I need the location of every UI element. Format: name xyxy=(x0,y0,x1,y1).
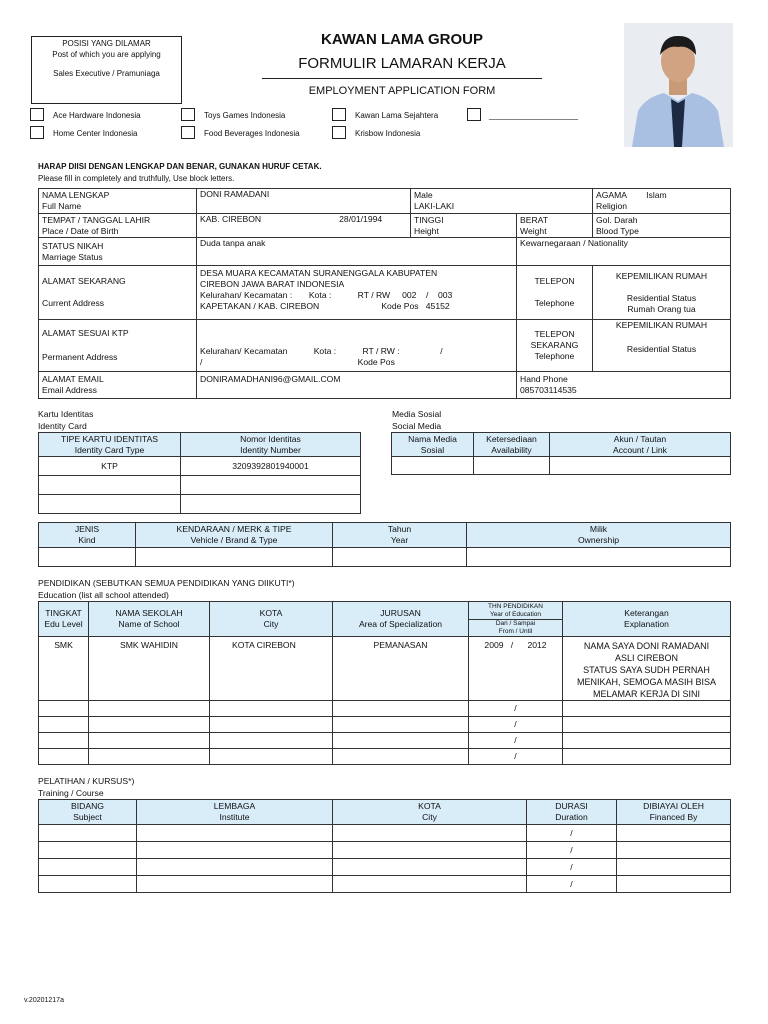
instruction-en: Please fill in completely and truthfully, Use block letters. xyxy=(38,174,235,183)
training-cell[interactable] xyxy=(617,876,731,893)
checkbox-toys-games[interactable] xyxy=(181,108,195,121)
table-row xyxy=(39,825,731,842)
gender-value[interactable]: Male LAKI-LAKI xyxy=(411,189,593,214)
education-title-id: PENDIDIKAN (SEBUTKAN SEMUA PENDIDIKAN YANG DIIKUTI*) xyxy=(38,578,295,588)
training-cell[interactable] xyxy=(137,876,333,893)
edu-cell[interactable] xyxy=(89,717,210,733)
training-cell[interactable] xyxy=(39,859,137,876)
training-cell[interactable] xyxy=(137,859,333,876)
training-table xyxy=(38,799,731,893)
company-label-krisbow: Krisbow Indonesia xyxy=(355,129,421,138)
vehicle-cell[interactable] xyxy=(333,548,467,567)
social-col-availability: Ketersediaan Availability xyxy=(474,433,550,457)
edu-cell[interactable] xyxy=(563,717,731,733)
identity-col-number: Nomor Identitas Identity Number xyxy=(181,433,361,457)
position-value[interactable]: Sales Executive / Pramuniaga xyxy=(53,69,160,78)
blood-field[interactable]: Gol. Darah Blood Type xyxy=(593,214,731,238)
company-label-kawan: Kawan Lama Sejahtera xyxy=(355,111,439,120)
edu-level-value[interactable]: SMK xyxy=(39,637,89,701)
training-duration-cell[interactable]: / xyxy=(527,842,617,859)
checkbox-krisbow[interactable] xyxy=(332,126,346,139)
identity-title-id: Kartu Identitas xyxy=(38,409,94,419)
ktp-ownership-field[interactable]: KEPEMILIKAN RUMAH Residential Status xyxy=(593,320,731,372)
training-title-id: PELATIHAN / KURSUS*) xyxy=(38,776,135,786)
edu-cell[interactable] xyxy=(39,701,89,717)
edu-cell[interactable] xyxy=(563,701,731,717)
training-cell[interactable] xyxy=(137,825,333,842)
current-address-value[interactable]: DESA MUARA KECAMATAN SURANENGGALA KABUPATEN CIREBON JAWA BARAT INDONESIA Kelurahan/ Kecamatan : Kota : RT / RW 002 / 003 KAPETAKAN / KAB. CIREBON Kode Pos 45152 xyxy=(197,266,517,320)
edu-year-cell[interactable]: / xyxy=(469,733,563,749)
edu-cell[interactable] xyxy=(333,749,469,765)
training-duration-cell[interactable]: / xyxy=(527,859,617,876)
religion-field[interactable]: AGAMA Islam Religion xyxy=(593,189,731,214)
email-label: ALAMAT EMAIL Email Address xyxy=(39,372,197,399)
edu-cell[interactable] xyxy=(89,733,210,749)
edu-cell[interactable] xyxy=(89,701,210,717)
vehicle-col-brand: KENDARAAN / MERK & TIPE Vehicle / Brand & Type xyxy=(136,523,333,548)
edu-cell[interactable] xyxy=(210,701,333,717)
edu-cell[interactable] xyxy=(210,733,333,749)
company-label-food: Food Beverages Indonesia xyxy=(204,129,300,138)
vehicle-table xyxy=(38,522,731,567)
vehicle-cell[interactable] xyxy=(467,548,731,567)
vehicle-col-year: Tahun Year xyxy=(333,523,467,548)
social-cell[interactable] xyxy=(392,457,474,475)
training-cell[interactable] xyxy=(333,876,527,893)
training-duration-cell[interactable]: / xyxy=(527,876,617,893)
training-title-en: Training / Course xyxy=(38,788,104,798)
checkbox-food-beverages[interactable] xyxy=(181,126,195,139)
table-row xyxy=(39,717,731,733)
instruction-id: HARAP DIISI DENGAN LENGKAP DAN BENAR, GUNAKAN HURUF CETAK. xyxy=(38,162,322,171)
edu-cell[interactable] xyxy=(89,749,210,765)
edu-cell[interactable] xyxy=(333,717,469,733)
training-cell[interactable] xyxy=(617,842,731,859)
position-label-en: Post of which you are applying xyxy=(52,50,161,59)
checkbox-kawan-lama[interactable] xyxy=(332,108,346,121)
training-cell[interactable] xyxy=(39,842,137,859)
education-table xyxy=(38,601,731,765)
table-row xyxy=(39,476,361,495)
edu-year-cell[interactable]: / xyxy=(469,701,563,717)
training-col-city: KOTA City xyxy=(333,800,527,825)
training-col-institute: LEMBAGA Institute xyxy=(137,800,333,825)
social-col-account: Akun / Tautan Account / Link xyxy=(550,433,731,457)
edu-cell[interactable] xyxy=(563,733,731,749)
edu-col-level: TINGKAT Edu Level xyxy=(39,602,89,637)
edu-cell[interactable] xyxy=(210,717,333,733)
training-col-duration: DURASI Duration xyxy=(527,800,617,825)
edu-cell[interactable] xyxy=(333,733,469,749)
table-row xyxy=(39,637,731,701)
current-address-label: ALAMAT SEKARANG Current Address xyxy=(39,266,197,320)
ktp-address-value[interactable]: Kelurahan/ Kecamatan Kota : RT / RW : / / Kode Pos xyxy=(197,320,517,372)
social-col-name: Nama Media Sosial xyxy=(392,433,474,457)
training-col-subject: BIDANG Subject xyxy=(39,800,137,825)
table-row xyxy=(39,859,731,876)
edu-cell[interactable] xyxy=(563,749,731,765)
other-company-blank[interactable]: ____________________ xyxy=(489,111,578,120)
identity-cell[interactable] xyxy=(39,476,181,495)
company-label-home: Home Center Indonesia xyxy=(53,129,138,138)
training-duration-cell[interactable]: / xyxy=(527,825,617,842)
edu-year-cell[interactable]: / xyxy=(469,749,563,765)
training-cell[interactable] xyxy=(333,859,527,876)
marital-label: STATUS NIKAH Marriage Status xyxy=(39,238,197,266)
checkbox-home-center[interactable] xyxy=(30,126,44,139)
identity-table xyxy=(38,432,361,514)
table-row xyxy=(39,701,731,717)
edu-cell[interactable] xyxy=(210,749,333,765)
birth-value[interactable]: KAB. CIREBON 28/01/1994 xyxy=(197,214,411,238)
training-cell[interactable] xyxy=(617,859,731,876)
table-row xyxy=(392,457,731,475)
name-label: NAMA LENGKAP Full Name xyxy=(39,189,197,214)
identity-title-en: Identity Card xyxy=(38,421,87,431)
table-row xyxy=(39,842,731,859)
company-label-ace: Ace Hardware Indonesia xyxy=(53,111,141,120)
email-value[interactable]: DONIRAMADHANI96@GMAIL.COM xyxy=(197,372,517,399)
training-cell[interactable] xyxy=(333,825,527,842)
table-row xyxy=(39,733,731,749)
form-subtitle: EMPLOYMENT APPLICATION FORM xyxy=(308,85,496,97)
identity-type-value[interactable]: KTP xyxy=(39,457,181,476)
edu-note-value[interactable]: NAMA SAYA DONI RAMADANI ASLI CIREBON STATUS SAYA SUDH PERNAH MENIKAH, SEMOGA MASIH BISA MELAMAR KERJA DI SINI xyxy=(563,637,731,701)
checkbox-other-company[interactable] xyxy=(467,108,481,121)
vehicle-cell[interactable] xyxy=(136,548,333,567)
social-media-table xyxy=(391,432,731,475)
table-row xyxy=(39,749,731,765)
table-row xyxy=(39,495,361,514)
edu-cell[interactable] xyxy=(39,733,89,749)
company-label-toys: Toys Games Indonesia xyxy=(204,111,286,120)
edu-col-year: THN PENDIDIKAN Year of Education Dari / Sampai From / Until xyxy=(469,602,563,637)
edu-cell[interactable] xyxy=(39,717,89,733)
edu-year-cell[interactable]: / xyxy=(469,717,563,733)
vehicle-col-kind: JENIS Kind xyxy=(39,523,136,548)
table-row xyxy=(39,876,731,893)
edu-year-value[interactable]: 2009 / 2012 xyxy=(469,637,563,701)
training-cell[interactable] xyxy=(39,876,137,893)
training-col-financed: DIBIAYAI OLEH Financed By xyxy=(617,800,731,825)
table-row xyxy=(39,457,361,476)
applicant-photo xyxy=(624,23,733,147)
training-cell[interactable] xyxy=(333,842,527,859)
company-name: KAWAN LAMA GROUP xyxy=(321,31,483,48)
edu-cell[interactable] xyxy=(333,701,469,717)
vehicle-col-ownership: Milik Ownership xyxy=(467,523,731,548)
birth-label: TEMPAT / TANGGAL LAHIR Place / Date of Birth xyxy=(39,214,197,238)
training-cell[interactable] xyxy=(137,842,333,859)
phone-field[interactable]: TELEPON Telephone xyxy=(517,266,593,320)
edu-major-value[interactable]: PEMANASAN xyxy=(333,637,469,701)
weight-field[interactable]: BERAT Weight xyxy=(517,214,593,238)
identity-number-value[interactable]: 3209392801940001 xyxy=(181,457,361,476)
identity-cell[interactable] xyxy=(181,495,361,514)
identity-cell[interactable] xyxy=(39,495,181,514)
current-phone-field[interactable]: TELEPON SEKARANG Telephone xyxy=(517,320,593,372)
ownership-field[interactable]: KEPEMILIKAN RUMAH Residential Status Rumah Orang tua xyxy=(593,266,731,320)
edu-school-value[interactable]: SMK WAHIDIN xyxy=(89,637,210,701)
version-label: v.20201217a xyxy=(24,997,64,1004)
social-title-id: Media Sosial xyxy=(392,409,442,419)
edu-col-major: JURUSAN Area of Specialization xyxy=(333,602,469,637)
identity-col-type: TIPE KARTU IDENTITAS Identity Card Type xyxy=(39,433,181,457)
ktp-address-label: ALAMAT SESUAI KTP Permanent Address xyxy=(39,320,197,372)
edu-col-school: NAMA SEKOLAH Name of School xyxy=(89,602,210,637)
height-field[interactable]: TINGGI Height xyxy=(411,214,517,238)
form-title: FORMULIR LAMARAN KERJA xyxy=(298,55,506,72)
edu-city-value[interactable]: KOTA CIREBON xyxy=(210,637,333,701)
vehicle-cell[interactable] xyxy=(39,548,136,567)
edu-col-city: KOTA City xyxy=(210,602,333,637)
personal-info-table xyxy=(38,188,731,399)
name-value[interactable]: DONI RAMADANI xyxy=(197,189,411,214)
table-row xyxy=(39,548,731,567)
social-cell[interactable] xyxy=(550,457,731,475)
edu-col-note: Keterangan Explanation xyxy=(563,602,731,637)
social-title-en: Social Media xyxy=(392,421,442,431)
identity-cell[interactable] xyxy=(181,476,361,495)
position-label-id: POSISI YANG DILAMAR xyxy=(62,39,151,48)
position-box xyxy=(31,36,182,104)
nationality-field[interactable]: Kewarnegaraan / Nationality xyxy=(517,238,731,266)
social-cell[interactable] xyxy=(474,457,550,475)
edu-cell[interactable] xyxy=(39,749,89,765)
training-cell[interactable] xyxy=(617,825,731,842)
training-cell[interactable] xyxy=(39,825,137,842)
marital-value[interactable]: Duda tanpa anak xyxy=(197,238,517,266)
title-rule xyxy=(262,78,542,79)
education-title-en: Education (list all school attended) xyxy=(38,590,169,600)
checkbox-ace-hardware[interactable] xyxy=(30,108,44,121)
handphone-field[interactable]: Hand Phone 085703114535 xyxy=(517,372,731,399)
